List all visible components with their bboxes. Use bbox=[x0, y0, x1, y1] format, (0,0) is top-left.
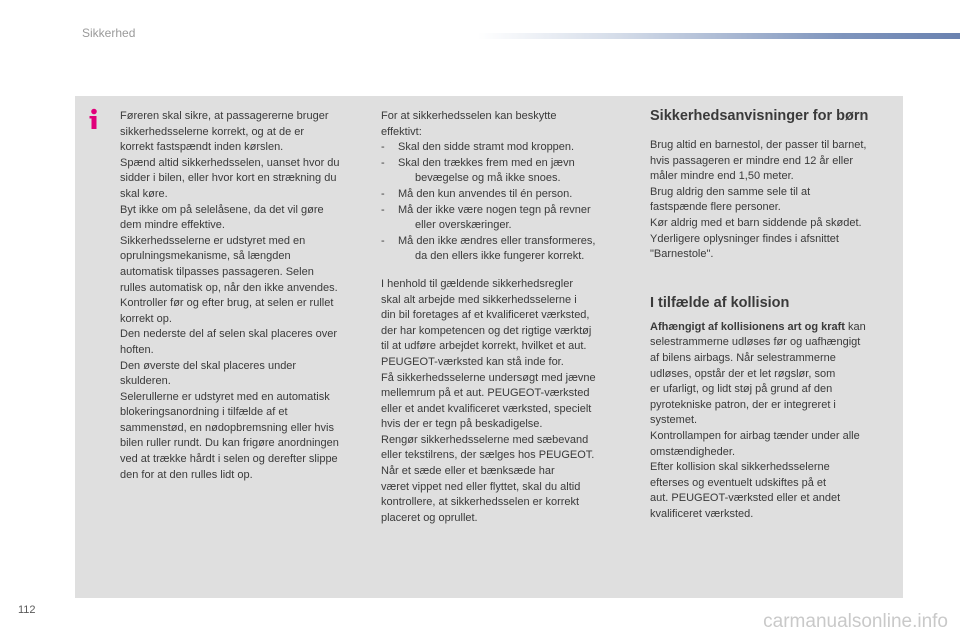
bullet-item bbox=[381, 234, 631, 250]
heading-collision: I tilfælde af kollision bbox=[650, 294, 790, 311]
bullet-text: da den ellers ikke fungerer korrekt. bbox=[415, 250, 585, 263]
bullet-item bbox=[381, 218, 631, 234]
text-line: Yderligere oplysninger findes i afsnittet bbox=[650, 232, 839, 245]
bold-lead: Afhængigt af kollisionens art og kraft bbox=[650, 320, 845, 333]
text-line: placeret og oprullet. bbox=[381, 511, 478, 524]
text-line: oprulningsmekanisme, så længden bbox=[120, 250, 291, 263]
bullet-text: eller overskæringer. bbox=[415, 219, 512, 232]
text-line: Føreren skal sikre, at passagererne bruger bbox=[120, 110, 329, 122]
text-line bbox=[650, 320, 900, 336]
text-line: systemet. bbox=[650, 414, 698, 427]
text-line: hvis der er tegn på beskadigelse. bbox=[381, 418, 543, 431]
bullet-dash bbox=[381, 249, 398, 265]
text-line: Efter kollision skal sikkerhedsselerne bbox=[650, 461, 830, 474]
text-line: korrekt fastspændt inden kørslen. bbox=[120, 141, 284, 154]
text-line: Kontrollampen for airbag tænder under alle bbox=[650, 429, 860, 442]
bullet-item bbox=[381, 203, 631, 219]
text-line: blokeringsanordning i tilfælde af et bbox=[120, 406, 288, 419]
text-line: udløses, opstår der et let røgslør, som bbox=[650, 367, 836, 380]
text-line: din bil foretages af et kvalificeret værksted, bbox=[381, 309, 590, 322]
text-line: af bilens airbags. Når selestrammerne bbox=[650, 351, 836, 364]
text-line: sidder i bilen, eller hvor kort en strækning du bbox=[120, 172, 337, 185]
bullet-text: bevægelse og må ikke snoes. bbox=[415, 172, 561, 185]
bullet-item bbox=[381, 249, 631, 265]
text-line: Rengør sikkerhedsselerne med sæbevand bbox=[381, 433, 589, 446]
text-line: rulles automatisk op, når den ikke anvendes. bbox=[120, 281, 338, 294]
text-line: til at udføre arbejdet korrekt, hvilket et aut. bbox=[381, 340, 587, 353]
text-line: den for at den rulles lidt op. bbox=[120, 468, 253, 481]
bullet-dash: - bbox=[381, 203, 385, 216]
text-line: Kør aldrig med et barn siddende på skødet. bbox=[650, 216, 862, 229]
text-line: sikkerhedsselerne korrekt, og at de er bbox=[120, 125, 305, 138]
text-line: I henhold til gældende sikkerhedsregler bbox=[381, 277, 574, 290]
column-children-collision bbox=[650, 109, 900, 522]
watermark: carmanualsonline.info bbox=[763, 611, 948, 632]
text-line: selestrammerne udløses før og uafhængigt bbox=[650, 336, 861, 349]
column-seatbelt-usage bbox=[120, 109, 365, 483]
text-line: bilen ruller rundt. Du kan frigøre anordningen bbox=[120, 437, 339, 450]
bullet-dash bbox=[381, 218, 398, 234]
text-line: måler mindre end 1,50 meter. bbox=[650, 170, 794, 183]
text-line: sammenstød, en nødopbremsning eller hvis bbox=[120, 421, 334, 434]
text-line: omstændigheder. bbox=[650, 445, 735, 458]
text-line: aut. PEUGEOT-værksted eller et andet bbox=[650, 492, 841, 505]
text-line: kvalificeret værksted. bbox=[650, 507, 754, 520]
text-line: Brug aldrig den samme sele til at bbox=[650, 185, 811, 198]
text-line: Spænd altid sikkerhedsselen, uanset hvor du bbox=[120, 156, 340, 169]
column-seatbelt-protection bbox=[381, 109, 631, 526]
text-line: eller et andet kvalificeret værksted, specielt bbox=[381, 402, 592, 415]
bullet-dash: - bbox=[381, 141, 385, 154]
bullet-item bbox=[381, 156, 631, 172]
text-line: været vippet ned eller flyttet, skal du altid bbox=[381, 480, 581, 493]
bullet-item bbox=[381, 187, 631, 203]
header-bar bbox=[478, 33, 960, 39]
page-number: 112 bbox=[18, 604, 36, 616]
text-line: Den nederste del af selen skal placeres over bbox=[120, 328, 338, 341]
text-line: PEUGEOT-værksted kan stå inde for. bbox=[381, 355, 564, 368]
text-line: Når et sæde eller et bænksæde har bbox=[381, 465, 555, 478]
bullet-text: Må den kun anvendes til én person. bbox=[398, 187, 573, 200]
text-line: kontrollere, at sikkerhedsselen er korrekt bbox=[381, 496, 580, 509]
text-line: Brug altid en barnestol, der passer til barnet, bbox=[650, 139, 867, 151]
text-line: mellemrum på et aut. PEUGEOT-værksted bbox=[381, 387, 590, 400]
bullet-text: Skal den trækkes frem med en jævn bbox=[398, 156, 575, 169]
text-line: skal alt arbejde med sikkerhedsselerne i bbox=[381, 293, 577, 306]
bullet-item bbox=[381, 171, 631, 187]
text-line: effektivt: bbox=[381, 125, 422, 138]
text-fragment: kan bbox=[844, 320, 866, 333]
bullet-dash: - bbox=[381, 156, 385, 169]
text-line: hoften. bbox=[120, 343, 154, 356]
text-line: fastspænde flere personer. bbox=[650, 201, 781, 214]
bullet-item bbox=[381, 140, 631, 156]
bullet-dash bbox=[381, 171, 398, 187]
text-line: ved at trække hårdt i selen og derefter slippe bbox=[120, 453, 338, 466]
text-line: skal køre. bbox=[120, 187, 168, 200]
text-line: korrekt op. bbox=[120, 312, 172, 325]
text-line: Sikkerhedsselerne er udstyret med en bbox=[120, 234, 306, 247]
text-line: For at sikkerhedsselen kan beskytte bbox=[381, 110, 557, 122]
text-line: eller tekstilrens, der sælges hos PEUGEOT. bbox=[381, 449, 595, 462]
text-line: "Barnestole". bbox=[650, 248, 714, 261]
text-line: Selerullerne er udstyret med en automatisk bbox=[120, 390, 330, 403]
text-line: Kontroller før og efter brug, at selen er rullet bbox=[120, 297, 334, 310]
text-line: efterses og eventuelt udskiftes på et bbox=[650, 476, 827, 489]
bullet-dash: - bbox=[381, 234, 385, 247]
text-line: der har kompetencen og det rigtige værktøj bbox=[381, 324, 592, 337]
text-line: pyrotekniske patron, der er integreret i bbox=[650, 398, 836, 411]
bullet-text: Må der ikke være nogen tegn på revner bbox=[398, 203, 591, 216]
text-line: Byt ikke om på selelåsene, da det vil gøre bbox=[120, 203, 324, 216]
text-line: hvis passageren er mindre end 12 år eller bbox=[650, 154, 854, 167]
bullet-text: Må den ikke ændres eller transformeres, bbox=[398, 234, 596, 247]
section-title: Sikkerhed bbox=[82, 26, 136, 40]
bullet-dash: - bbox=[381, 187, 385, 200]
heading-child-safety: Sikkerhedsanvisninger for børn bbox=[650, 108, 869, 124]
text-line: dem mindre effektive. bbox=[120, 219, 225, 232]
text-line: automatisk tilpasses passageren. Selen bbox=[120, 265, 314, 278]
text-line: er ufarligt, og lidt støj på grund af den bbox=[650, 383, 833, 396]
info-icon bbox=[86, 108, 102, 130]
text-line: skulderen. bbox=[120, 375, 171, 388]
text-line: Den øverste del skal placeres under bbox=[120, 359, 297, 372]
bullet-text: Skal den sidde stramt mod kroppen. bbox=[398, 141, 575, 154]
text-line: Få sikkerhedsselerne undersøgt med jævne bbox=[381, 371, 596, 384]
